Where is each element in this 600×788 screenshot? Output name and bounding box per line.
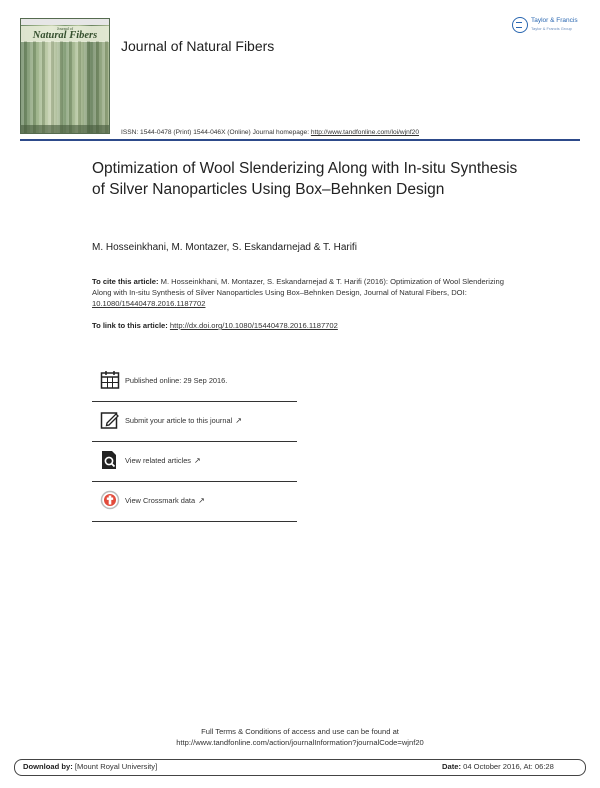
citation-text: M. Hosseinkhani, M. Montazer, S. Eskandarnejad & T. Harifi (2016): Optimization of Wool Slenderizing Along with In-situ Synthesis of Silver Nanoparticles Using Box–Behnken Design, Journal of Natural Fibers, DOI: <box>92 277 504 298</box>
download-info-bar <box>14 759 586 776</box>
terms-line: Full Terms & Conditions of access and use can be found at <box>201 727 399 736</box>
citation-label: To cite this article: <box>92 277 159 286</box>
related-articles-label: View related articles <box>125 456 191 465</box>
article-link-line <box>92 321 338 330</box>
crossmark-icon <box>100 490 120 510</box>
submit-article-link[interactable] <box>125 416 242 425</box>
crossmark-label: View Crossmark data <box>125 496 196 505</box>
link-label: To link to this article: <box>92 321 170 330</box>
terms-url-link[interactable]: http://www.tandfonline.com/action/journalInformation?journalCode=wjnf20 <box>176 738 424 747</box>
cover-title <box>21 26 109 42</box>
publisher-tagline: Taylor & Francis Group <box>531 26 572 31</box>
doi-link[interactable]: 10.1080/15440478.2016.1187702 <box>92 299 206 309</box>
submit-article-row[interactable] <box>92 402 297 442</box>
cover-title-big: Natural Fibers <box>32 30 98 41</box>
journal-homepage-link[interactable]: http://www.tandfonline.com/loi/wjnf20 <box>310 129 419 136</box>
cover-bottom-strip <box>21 125 109 133</box>
terms-footer <box>0 726 600 748</box>
publisher-logo-icon <box>512 17 528 33</box>
calendar-icon <box>100 370 120 390</box>
download-date <box>442 762 554 771</box>
crossmark-link[interactable] <box>125 496 205 505</box>
cover-artwork <box>21 41 109 133</box>
issn-text: ISSN: 1544-0478 (Print) 1544-046X (Online) Journal homepage: <box>121 129 311 136</box>
download-date-label: Date: <box>442 762 461 771</box>
crossmark-row[interactable] <box>92 482 297 522</box>
download-by-label: Download by: <box>23 762 73 771</box>
journal-cover-image <box>20 18 110 134</box>
external-link-icon: ↗ <box>194 456 201 465</box>
issn-line <box>121 129 419 136</box>
published-row <box>92 362 297 402</box>
submit-article-label: Submit your article to this journal <box>125 416 233 425</box>
download-by-value: [Mount Royal University] <box>72 762 158 771</box>
edit-document-icon <box>100 410 120 430</box>
publisher-name: Taylor & Francis <box>531 17 578 24</box>
row-divider <box>92 521 297 523</box>
article-title: Optimization of Wool Slenderizing Along with In-situ Synthesis of Silver Nanoparticles Using Box–Behnken Design <box>92 160 518 198</box>
header-divider <box>20 139 580 141</box>
download-by <box>23 762 157 771</box>
article-url-link[interactable]: http://dx.doi.org/10.1080/15440478.2016.1187702 <box>169 321 338 330</box>
article-authors: M. Hosseinkhani, M. Montazer, S. Eskandarnejad & T. Harifi <box>92 242 357 253</box>
search-document-icon <box>100 450 120 470</box>
external-link-icon: ↗ <box>235 416 242 425</box>
related-articles-row[interactable] <box>92 442 297 482</box>
external-link-icon: ↗ <box>198 496 205 505</box>
download-date-value: 04 October 2016, At: 06:28 <box>461 762 554 771</box>
published-date: Published online: 29 Sep 2016. <box>125 376 228 385</box>
citation-block <box>92 276 522 310</box>
journal-title: Journal of Natural Fibers <box>121 38 275 54</box>
related-articles-link[interactable] <box>125 456 201 465</box>
cover-title-small: Journal of <box>56 26 74 31</box>
publisher-logo[interactable] <box>512 15 584 39</box>
cover-top-strip <box>21 19 109 25</box>
